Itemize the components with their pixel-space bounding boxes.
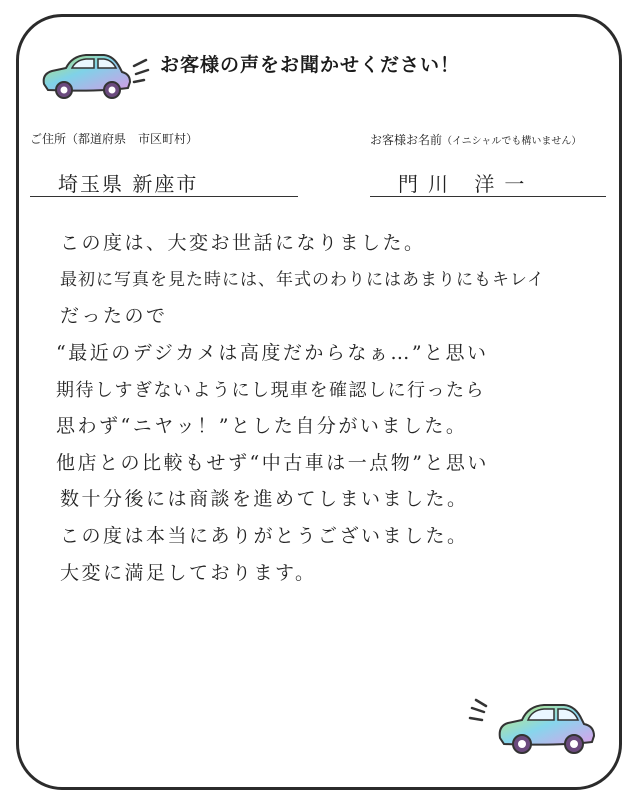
message-line: この度は、大変お世話になりました。 bbox=[60, 232, 426, 254]
message-line: 期待しすぎないようにし現車を確認しに行ったら bbox=[56, 380, 485, 401]
car-icon bbox=[468, 692, 602, 762]
message-line: 他店との比較もせず“中古車は一点物”と思い bbox=[56, 452, 489, 474]
name-value: 門川 洋一 bbox=[398, 172, 535, 196]
message-line: この度は本当にありがとうございました。 bbox=[60, 525, 469, 547]
message-line: 最初に写真を見た時には、年式のわりにはあまりにもキレイ bbox=[60, 270, 545, 290]
page-title: お客様の声をお聞かせください！ bbox=[160, 54, 461, 76]
message-line: 数十分後には商談を進めてしまいました。 bbox=[60, 488, 469, 510]
address-value: 埼玉県 新座市 bbox=[58, 172, 199, 196]
message-line: 大変に満足しております。 bbox=[60, 562, 317, 584]
car-icon bbox=[38, 46, 150, 106]
message-line: だったので bbox=[60, 305, 168, 327]
name-label-note: （イニシャルでも構いません） bbox=[442, 136, 582, 147]
message-line: 思わず“ニヤッ！”とした自分がいました。 bbox=[56, 415, 468, 437]
name-underline bbox=[370, 196, 606, 197]
address-underline bbox=[30, 196, 298, 197]
name-label-text: お客様お名前 bbox=[370, 133, 443, 147]
name-label bbox=[370, 131, 581, 148]
message-line: “最近のデジカメは高度だからなぁ…”と思い bbox=[56, 342, 489, 364]
address-label: ご住所（都道府県 市区町村） bbox=[30, 132, 199, 146]
